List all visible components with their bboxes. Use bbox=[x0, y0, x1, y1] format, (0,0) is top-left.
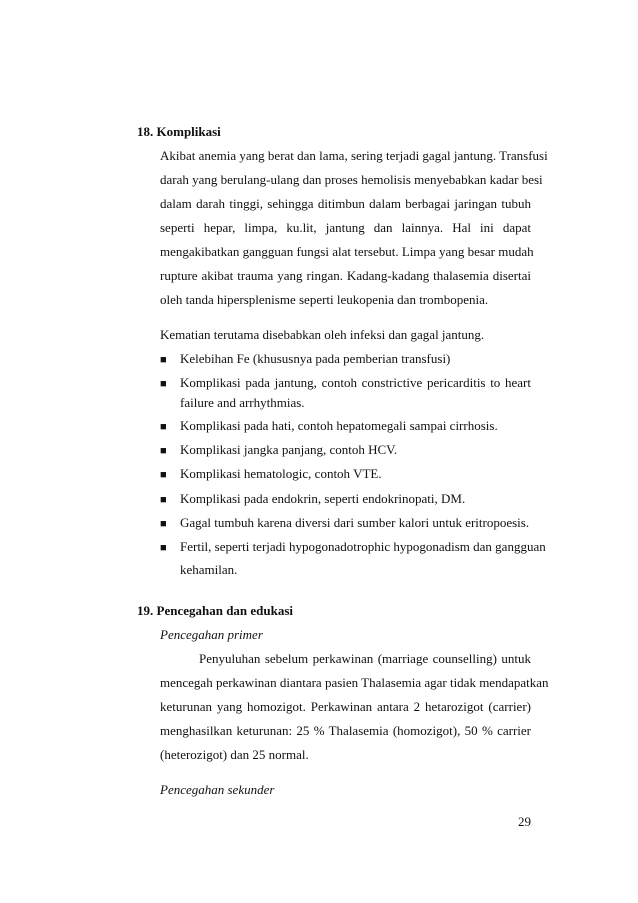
page-number: 29 bbox=[518, 814, 531, 829]
bullet-item: Komplikasi hematologic, contoh VTE. bbox=[180, 466, 382, 481]
subheading-pencegahan-sekunder: Pencegahan sekunder bbox=[160, 782, 275, 797]
bullet-item: Komplikasi pada jantung, contoh constrictive pericarditis to heart bbox=[180, 375, 531, 390]
bullet-item-continuation: failure and arrhythmias. bbox=[180, 395, 305, 410]
paragraph-line: Akibat anemia yang berat dan lama, sering terjadi gagal jantung. Transfusi bbox=[160, 148, 548, 163]
bullet-item: Komplikasi jangka panjang, contoh HCV. bbox=[180, 442, 398, 457]
paragraph-intro: Kematian terutama disebabkan oleh infeksi dan gagal jantung. bbox=[160, 327, 485, 342]
bullet-item: Komplikasi pada hati, contoh hepatomegali sampai cirrhosis. bbox=[180, 418, 498, 433]
section-18-heading: 18. Komplikasi bbox=[137, 124, 221, 139]
subheading-pencegahan-primer: Pencegahan primer bbox=[160, 627, 263, 642]
square-bullet-icon: ■ bbox=[160, 494, 167, 506]
paragraph-line: dalam darah tinggi, sehingga ditimbun dalam berbagai jaringan tubuh bbox=[160, 196, 531, 211]
paragraph-line: (heterozigot) dan 25 normal. bbox=[160, 747, 309, 762]
bullet-item-continuation: kehamilan. bbox=[180, 562, 238, 577]
paragraph-line: oleh tanda hipersplenisme seperti leukopenia dan trombopenia. bbox=[160, 292, 489, 307]
square-bullet-icon: ■ bbox=[160, 378, 167, 390]
paragraph-line: seperti hepar, limpa, ku.lit, jantung dan lainnya. Hal ini dapat bbox=[160, 220, 531, 235]
bullet-item: Komplikasi pada endokrin, seperti endokrinopati, DM. bbox=[180, 491, 466, 506]
paragraph-line: menghasilkan keturunan: 25 % Thalasemia (homozigot), 50 % carrier bbox=[160, 723, 531, 738]
paragraph-line: keturunan yang homozigot. Perkawinan antara 2 hetarozigot (carrier) bbox=[160, 699, 531, 714]
paragraph-line: rupture akibat trauma yang ringan. Kadang-kadang thalasemia disertai bbox=[160, 268, 531, 283]
square-bullet-icon: ■ bbox=[160, 354, 167, 366]
square-bullet-icon: ■ bbox=[160, 542, 167, 554]
square-bullet-icon: ■ bbox=[160, 469, 167, 481]
square-bullet-icon: ■ bbox=[160, 445, 167, 457]
bullet-item: Kelebihan Fe (khususnya pada pemberian transfusi) bbox=[180, 351, 451, 366]
paragraph-line: Penyuluhan sebelum perkawinan (marriage counselling) untuk bbox=[199, 651, 531, 666]
section-19-heading: 19. Pencegahan dan edukasi bbox=[137, 603, 294, 618]
bullet-item: Fertil, seperti terjadi hypogonadotrophic hypogonadism dan gangguan bbox=[180, 539, 546, 554]
paragraph-line: mencegah perkawinan diantara pasien Thalasemia agar tidak mendapatkan bbox=[160, 675, 549, 690]
square-bullet-icon: ■ bbox=[160, 518, 167, 530]
paragraph-line: darah yang berulang-ulang dan proses hemolisis menyebabkan kadar besi bbox=[160, 172, 543, 187]
paragraph-line: mengakibatkan gangguan fungsi alat tersebut. Limpa yang besar mudah bbox=[160, 244, 534, 259]
bullet-item: Gagal tumbuh karena diversi dari sumber kalori untuk eritropoesis. bbox=[180, 515, 530, 530]
square-bullet-icon: ■ bbox=[160, 421, 167, 433]
